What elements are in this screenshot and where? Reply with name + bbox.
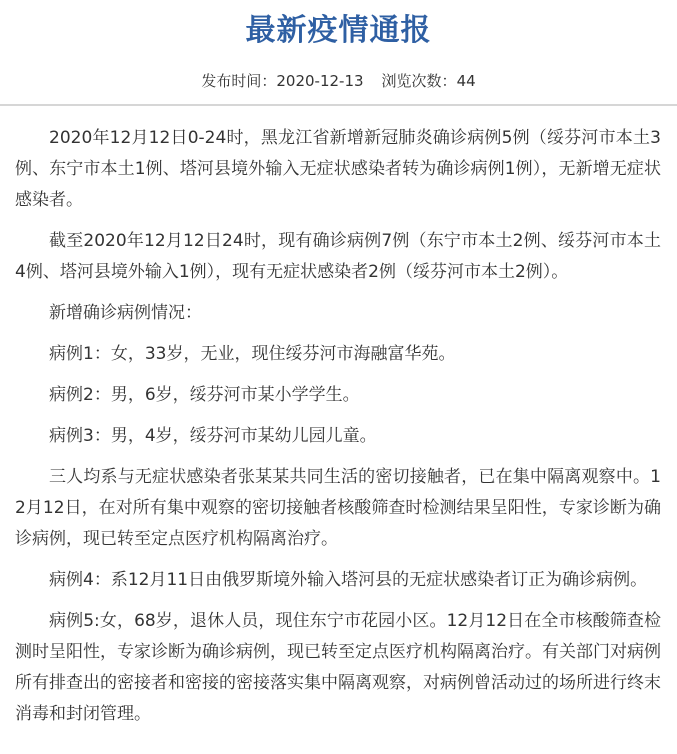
article-paragraph: 病例2：男，6岁，绥芬河市某小学学生。: [49, 385, 360, 405]
article-paragraph: 截至2020年12月12日24时，现有确诊病例7例（东宁市本土2例、绥芬河市本土4例、塔河县境外输入1例），现有无症状感染者2例（绥芬河市本土2例）。: [15, 231, 661, 282]
view-count-label: 浏览次数：: [381, 72, 457, 90]
view-count: [382, 72, 476, 90]
article-body: [0, 106, 677, 754]
article-paragraph: 新增确诊病例情况：: [49, 303, 202, 323]
article-paragraph: 病例3：男，4岁，绥芬河市某幼儿园儿童。: [49, 426, 377, 446]
publish-time: [201, 72, 363, 90]
publish-time-label: 发布时间：: [201, 72, 277, 90]
article-paragraph: 2020年12月12日0-24时，黑龙江省新增新冠肺炎确诊病例5例（绥芬河市本土3例、东宁市本土1例、塔河县境外输入无症状感染者转为确诊病例1例），无新增无症状感染者。: [15, 128, 661, 210]
publish-time-value: 2020-12-13: [276, 72, 364, 90]
article-header: [0, 0, 677, 91]
meta-bar: [0, 71, 677, 91]
view-count-value: 44: [456, 72, 476, 90]
article-paragraph: 病例1：女，33岁，无业，现住绥芬河市海融富华苑。: [49, 344, 456, 364]
article-paragraph: 病例4：系12月11日由俄罗斯境外输入塔河县的无症状感染者订正为确诊病例。: [49, 570, 648, 590]
page-title: 最新疫情通报: [245, 13, 432, 48]
article-paragraph: 病例5:女，68岁，退休人员，现住东宁市花园小区。12月12日在全市核酸筛查检测时呈阳性，专家诊断为确诊病例，现已转至定点医疗机构隔离治疗。有关部门对病例所有排查出的密接者和密接的密接落实集中隔离观察，对病例曾活动过的场所进行终末消毒和封闭管理。: [15, 611, 662, 724]
article-paragraph: 三人均系与无症状感染者张某某共同生活的密切接触者，已在集中隔离观察中。12月12日，在对所有集中观察的密切接触者核酸筛查时检测结果呈阳性，专家诊断为确诊病例，现已转至定点医疗机构隔离治疗。: [15, 467, 661, 549]
